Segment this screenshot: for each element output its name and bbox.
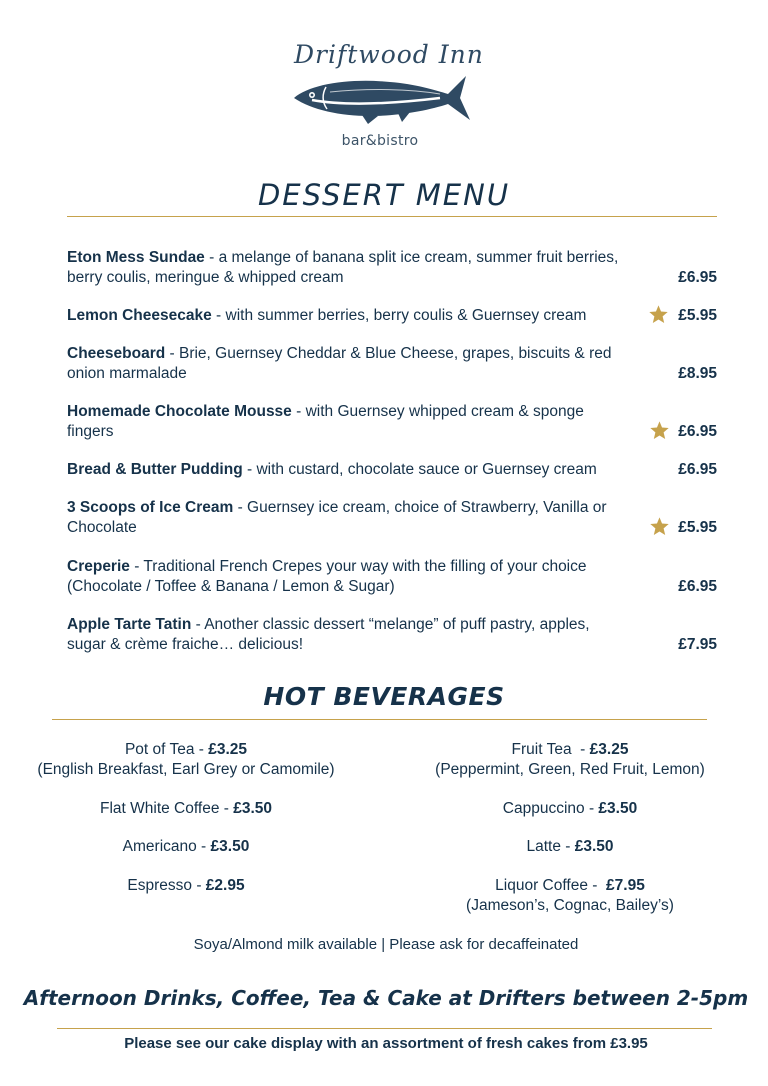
dessert-item-name: Creperie [67, 558, 130, 575]
dessert-item-description: - Another classic dessert “melange” of puff pastry, apples, sugar & crème fraiche… delicious! [67, 616, 590, 653]
beverage-item [384, 799, 756, 819]
beverage-line [384, 740, 756, 760]
dessert-item-text [67, 306, 627, 326]
beverage-line [0, 799, 372, 819]
dessert-item-name: Bread & Butter Pudding [67, 461, 243, 478]
dessert-item-price: £6.95 [678, 461, 717, 478]
beverage-line [0, 837, 372, 857]
dessert-item-name: Lemon Cheesecake [67, 307, 212, 324]
beverage-price: £3.25 [208, 741, 248, 758]
dessert-item-name: Eton Mess Sundae [67, 249, 205, 266]
dessert-divider [67, 216, 717, 217]
dessert-item [67, 460, 717, 480]
dessert-menu-heading: DESSERT MENU [257, 178, 511, 212]
dessert-item [67, 344, 717, 384]
dessert-item-name: 3 Scoops of Ice Cream [67, 499, 234, 516]
star-icon [649, 420, 670, 441]
milk-note: Soya/Almond milk available | Please ask for decaffeinated [193, 936, 579, 953]
beverage-note: (Peppermint, Green, Red Fruit, Lemon) [435, 761, 705, 778]
dessert-item-description: - Traditional French Crepes your way with the filling of your choice (Chocolate / Toffee & Banana / Lemon & Sugar) [67, 558, 587, 595]
beverage-item [0, 837, 372, 857]
beverage-name: Fruit Tea - [511, 741, 590, 758]
dessert-item-price: £6.95 [678, 269, 717, 286]
beverage-line [384, 837, 756, 857]
dessert-item-text [67, 615, 627, 655]
afternoon-banner: Afternoon Drinks, Coffee, Tea & Cake at Drifters between 2-5pm [23, 986, 749, 1010]
dessert-item-price: £8.95 [678, 365, 717, 382]
dessert-item-text [67, 248, 627, 288]
dessert-item-price: £6.95 [678, 578, 717, 595]
dessert-item-description: - with Guernsey whipped cream & sponge fingers [67, 403, 584, 440]
beverage-line [0, 740, 372, 760]
fish-icon [290, 70, 472, 128]
driftwood-inn-logo [280, 40, 484, 155]
beverage-name: Liquor Coffee - [495, 877, 607, 894]
dessert-item-price: £7.95 [678, 636, 717, 653]
hot-beverages-heading: HOT BEVERAGES [263, 682, 505, 711]
dessert-item-description: - with custard, chocolate sauce or Guernsey cream [242, 461, 597, 478]
beverage-line [384, 876, 756, 896]
dessert-item-text [67, 402, 627, 442]
beverage-name: Cappuccino - [502, 800, 599, 817]
beverage-note: (English Breakfast, Earl Grey or Camomile) [37, 761, 335, 778]
dessert-item-description: - Brie, Guernsey Cheddar & Blue Cheese, grapes, biscuits & red onion marmalade [67, 345, 612, 382]
dessert-item-description: - a melange of banana split ice cream, summer fruit berries, berry coulis, meringue & whipped cream [67, 249, 619, 286]
dessert-item [67, 615, 717, 655]
dessert-item-text [67, 498, 627, 538]
beverage-name: Americano - [122, 838, 211, 855]
dessert-item-description: - Guernsey ice cream, choice of Strawberry, Vanilla or Chocolate [67, 499, 607, 536]
beverage-line [384, 799, 756, 819]
beverage-price: £7.95 [606, 877, 645, 894]
dessert-item-text [67, 557, 627, 597]
dessert-item [67, 498, 717, 538]
beverage-line [0, 876, 372, 896]
dessert-item-text [67, 344, 627, 384]
dessert-item-text [67, 460, 627, 480]
beverage-price: £3.50 [598, 800, 638, 817]
afternoon-divider [57, 1028, 712, 1029]
dessert-item-name: Homemade Chocolate Mousse [67, 403, 292, 420]
beverage-item [0, 740, 372, 780]
dessert-item [67, 306, 717, 326]
cake-note: Please see our cake display with an assortment of fresh cakes from £3.95 [124, 1035, 648, 1052]
star-icon [648, 304, 669, 325]
dessert-item-name: Cheeseboard [67, 345, 166, 362]
beverage-name: Latte - [526, 838, 575, 855]
beverages-divider [52, 719, 707, 720]
beverage-price: £2.95 [205, 877, 245, 894]
beverage-name: Pot of Tea - [124, 741, 209, 758]
beverage-item [384, 876, 756, 916]
beverage-price: £3.25 [589, 741, 629, 758]
logo-subtitle: bar&bistro [341, 133, 419, 149]
beverage-price: £3.50 [233, 800, 273, 817]
beverage-item [384, 837, 756, 857]
logo-script-text: Driftwood Inn [294, 40, 484, 69]
beverage-price: £3.50 [574, 838, 614, 855]
dessert-item-price: £5.95 [678, 307, 717, 324]
beverage-name: Flat White Coffee - [99, 800, 234, 817]
dessert-item-name: Apple Tarte Tatin [67, 616, 192, 633]
beverage-note: (Jameson’s, Cognac, Bailey’s) [466, 897, 674, 914]
dessert-item [67, 248, 717, 288]
beverage-item [0, 876, 372, 896]
dessert-item [67, 557, 717, 597]
beverage-price: £3.50 [210, 838, 250, 855]
beverage-item [384, 740, 756, 780]
dessert-item [67, 402, 717, 442]
dessert-item-price: £6.95 [678, 423, 717, 440]
dessert-item-price: £5.95 [678, 519, 717, 536]
beverage-name: Espresso - [127, 877, 206, 894]
star-icon [649, 516, 670, 537]
dessert-item-description: - with summer berries, berry coulis & Guernsey cream [211, 307, 587, 324]
beverage-item [0, 799, 372, 819]
